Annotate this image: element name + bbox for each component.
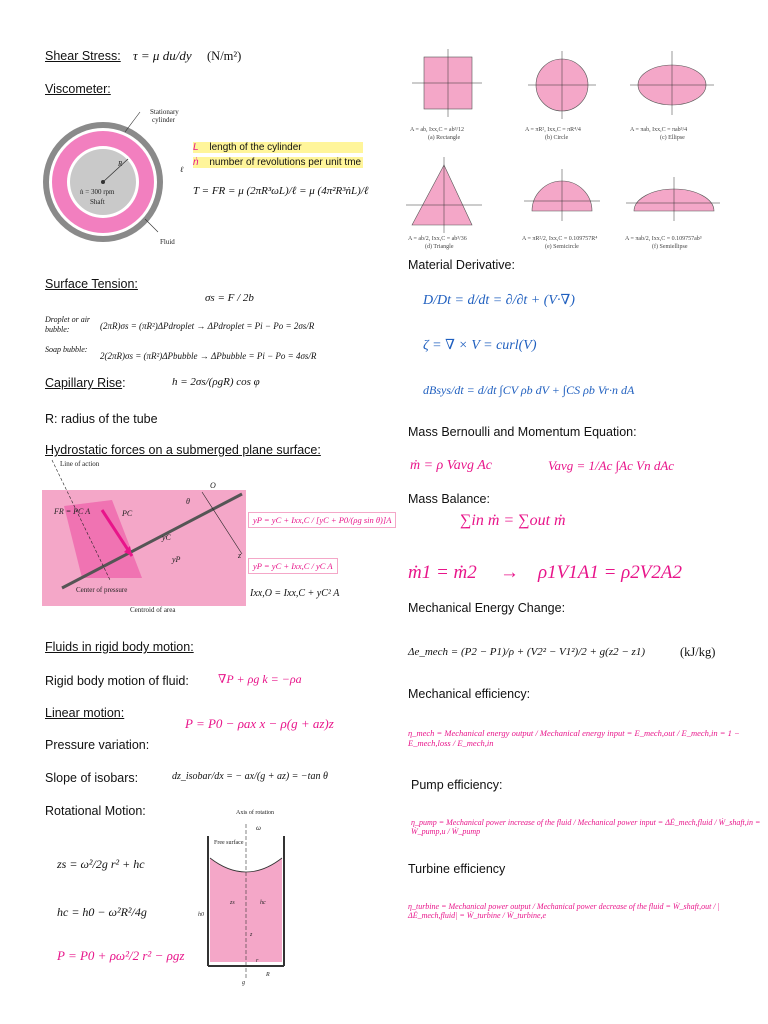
mass-balance-sum-equation: ∑in ṁ = ∑out ṁ <box>460 512 566 529</box>
pressure-variation-label: Pressure variation: <box>45 738 150 752</box>
material-derivative-eq1: D/Dt = d/dt = ∂/∂t + (V·∇) <box>423 293 575 308</box>
material-derivative-heading: Material Derivative: <box>408 258 515 272</box>
hydro-label-yP: yP <box>172 555 181 564</box>
hydrostatic-eq1: yP = yC + Ixx,C / [yC + P0/(ρg sin θ)]A <box>248 512 396 528</box>
legend-L-symbol: L <box>193 142 199 153</box>
caption-rectangle-formula: A = ab, Ixx,C = ab³/12 <box>410 127 465 133</box>
isobar-slope-equation: dz_isobar/dx = − ax/(g + az) = −tan θ <box>172 771 328 782</box>
mech-energy-heading: Mechanical Energy Change: <box>408 601 566 615</box>
viscometer-label-shaft: Shaft <box>90 198 105 206</box>
soap-bubble-label: Soap bubble: <box>45 345 88 354</box>
hydrostatic-eq3: Ixx,O = Ixx,C + yC² A <box>250 588 340 599</box>
droplet-equation: (2πR)σs = (πR²)ΔPdroplet → ΔPdroplet = Pi − Po = 2σs/R <box>100 321 315 331</box>
rigid-label: Rigid body motion of fluid: <box>45 674 189 688</box>
vorticity-equation: ζ = ∇ × V = curl(V) <box>423 338 537 353</box>
mech-energy-units: (kJ/kg) <box>680 645 716 659</box>
capillary-heading-text: Capillary Rise <box>45 376 123 390</box>
rotational-pressure-equation: P = P0 + ρω²/2 r² − ρgz <box>57 948 185 963</box>
legend-L-text: length of the cylinder <box>209 142 302 153</box>
mass-balance-arrow: → <box>500 562 519 583</box>
reynolds-transport-equation: dBsys/dt = d/dt ∫CV ρb dV + ∫CS ρb Vr·n dA <box>423 383 635 397</box>
legend-n <box>193 157 363 168</box>
mech-efficiency-equation: η_mech = Mechanical energy output / Mechanical energy input = E_mech,out / E_mech,in = 1 − E_mech,loss / E_mech,in <box>408 728 740 748</box>
caption-circle-formula: A = πR², Ixx,C = πR⁴/4 <box>525 127 581 133</box>
hydro-label-center: Center of pressure <box>76 586 128 594</box>
hydro-label-FR: FR = PC A <box>54 507 91 516</box>
viscometer-label-cylinder: cylinder <box>152 116 175 124</box>
caption-semiellipse-formula: A = πab/2, Ixx,C = 0.109757ab³ <box>625 236 702 242</box>
caption-ellipse-name: (c) Ellipse <box>660 135 685 141</box>
mass-bernoulli-heading: Mass Bernoulli and Momentum Equation: <box>408 425 637 439</box>
rotational-motion-heading: Rotational Motion: <box>45 804 146 818</box>
isobar-slope-label: Slope of isobars: <box>45 771 139 785</box>
turbine-efficiency-equation: η_turbine = Mechanical power output / Mechanical power decrease of the fluid = Ẇ_shaft,out / |ΔĖ_mech,fluid| = Ẇ_turbine / Ẇ_turbine,e <box>408 902 720 920</box>
caption-ellipse-formula: A = πab, Ixx,C = πab³/4 <box>630 127 688 133</box>
rot-label-hc: hc <box>260 900 266 906</box>
rigid-heading: Fluids in rigid body motion: <box>45 640 194 654</box>
rotational-zs-equation: zs = ω²/2g r² + hc <box>57 857 145 871</box>
capillary-heading-colon: : <box>122 376 126 390</box>
viscometer-diagram <box>40 104 190 254</box>
legend-L <box>193 142 363 153</box>
capillary-heading <box>45 376 126 390</box>
rot-label-z: z <box>250 932 253 938</box>
caption-semicircle-formula: A = πR²/2, Ixx,C = 0.109757R⁴ <box>522 236 598 242</box>
viscometer-label-ell: ℓ <box>180 165 184 174</box>
viscometer-label-rpm: ṅ = 300 rpm <box>80 188 115 196</box>
turbine-efficiency-heading: Turbine efficiency <box>408 862 506 876</box>
caption-rectangle-name: (a) Rectangle <box>428 135 461 141</box>
surface-tension-heading: Surface Tension: <box>45 277 138 291</box>
pump-efficiency-heading: Pump efficiency: <box>411 778 503 792</box>
mass-balance-heading: Mass Balance: <box>408 492 490 506</box>
mass-balance-density-equation: ρ1V1A1 = ρ2V2A2 <box>538 562 682 583</box>
legend-n-symbol: ṅ <box>193 157 199 168</box>
shear-stress-heading: Shear Stress: <box>45 49 121 63</box>
droplet-label: Droplet or air bubble: <box>45 315 91 334</box>
rot-label-R: R <box>266 972 270 978</box>
shear-stress-formula: τ = μ du/dy <box>133 48 192 63</box>
rot-label-omega: ω <box>256 824 261 832</box>
hydro-label-PC: PC <box>122 509 133 518</box>
hydrostatic-diagram <box>42 458 246 626</box>
mech-efficiency-heading: Mechanical efficiency: <box>408 687 531 701</box>
hydrostatic-eq2: yP = yC + Ixx,C / yC A <box>248 558 338 574</box>
mass-flow-equation: ṁ = ρ Vavg Ac <box>410 458 493 473</box>
average-velocity-equation: Vavg = 1/Ac ∫Ac Vn dAc <box>548 458 675 473</box>
hydro-label-O: O <box>210 481 216 490</box>
rigid-equation: ∇P + ρg k = −ρa <box>218 672 302 686</box>
surface-tension-formula: σs = F / 2b <box>205 292 254 304</box>
hydrostatic-heading: Hydrostatic forces on a submerged plane surface: <box>45 443 321 457</box>
hydro-label-theta: θ <box>186 497 190 506</box>
hydro-label-centroid: Centroid of area <box>130 606 176 614</box>
capillary-note: R: radius of the tube <box>45 412 158 426</box>
caption-triangle-name: (d) Triangle <box>425 244 454 250</box>
viscometer-heading: Viscometer: <box>45 82 111 96</box>
pump-efficiency-equation: η_pump = Mechanical power increase of the fluid / Mechanical power input = ΔĖ_mech,fluid / Ẇ_shaft,in = Ẇ_pump,u / Ẇ_pump <box>411 818 761 836</box>
mech-energy-equation: Δe_mech = (P2 − P1)/ρ + (V2² − V1²)/2 + g(z2 − z1) <box>408 646 645 658</box>
rot-label-r: r <box>256 958 259 964</box>
linear-motion-equation: P = P0 − ρax x − ρ(g + az)z <box>185 716 334 731</box>
rot-label-zs: zs <box>230 900 235 906</box>
caption-triangle-formula: A = ab/2, Ixx,C = ab³/36 <box>408 236 467 242</box>
viscometer-label-fluid: Fluid <box>160 238 175 246</box>
rot-label-axis: Axis of rotation <box>236 810 274 816</box>
caption-semicircle-name: (e) Semicircle <box>545 244 579 250</box>
mass-balance-flow-equation: ṁ1 = ṁ2 <box>408 562 477 583</box>
legend-n-text: number of revolutions per unit tme <box>209 157 362 168</box>
shear-stress-units: (N/m²) <box>207 49 242 63</box>
rot-label-g: g <box>242 980 245 986</box>
caption-semiellipse-name: (f) Semiellipse <box>652 244 688 250</box>
hydro-label-yC: yC <box>162 533 171 542</box>
viscometer-torque-formula: T = FR = μ (2πR³ωL)/ℓ = μ (4π²R³ṅL)/ℓ <box>193 185 369 197</box>
soap-bubble-equation: 2(2πR)σs = (πR²)ΔPbubble → ΔPbubble = Pi − Po = 4σs/R <box>100 351 317 361</box>
capillary-formula: h = 2σs/(ρgR) cos φ <box>172 376 260 388</box>
rot-label-free-surface: Free surface <box>214 840 244 846</box>
rotating-container-diagram <box>190 806 300 986</box>
rot-label-h0: h0 <box>198 912 204 918</box>
viscometer-label-R: R <box>118 160 123 168</box>
linear-motion-heading: Linear motion: <box>45 706 125 720</box>
viscometer-label-stationary: Stationary <box>150 108 179 116</box>
shape-triangle <box>412 165 472 225</box>
hydro-label-z: z <box>238 551 242 560</box>
centroid-shapes-figure <box>402 45 732 255</box>
hydro-label-line-of-action: Line of action <box>60 460 100 468</box>
rotational-hc-equation: hc = h0 − ω²R²/4g <box>57 905 147 919</box>
caption-circle-name: (b) Circle <box>545 135 569 141</box>
